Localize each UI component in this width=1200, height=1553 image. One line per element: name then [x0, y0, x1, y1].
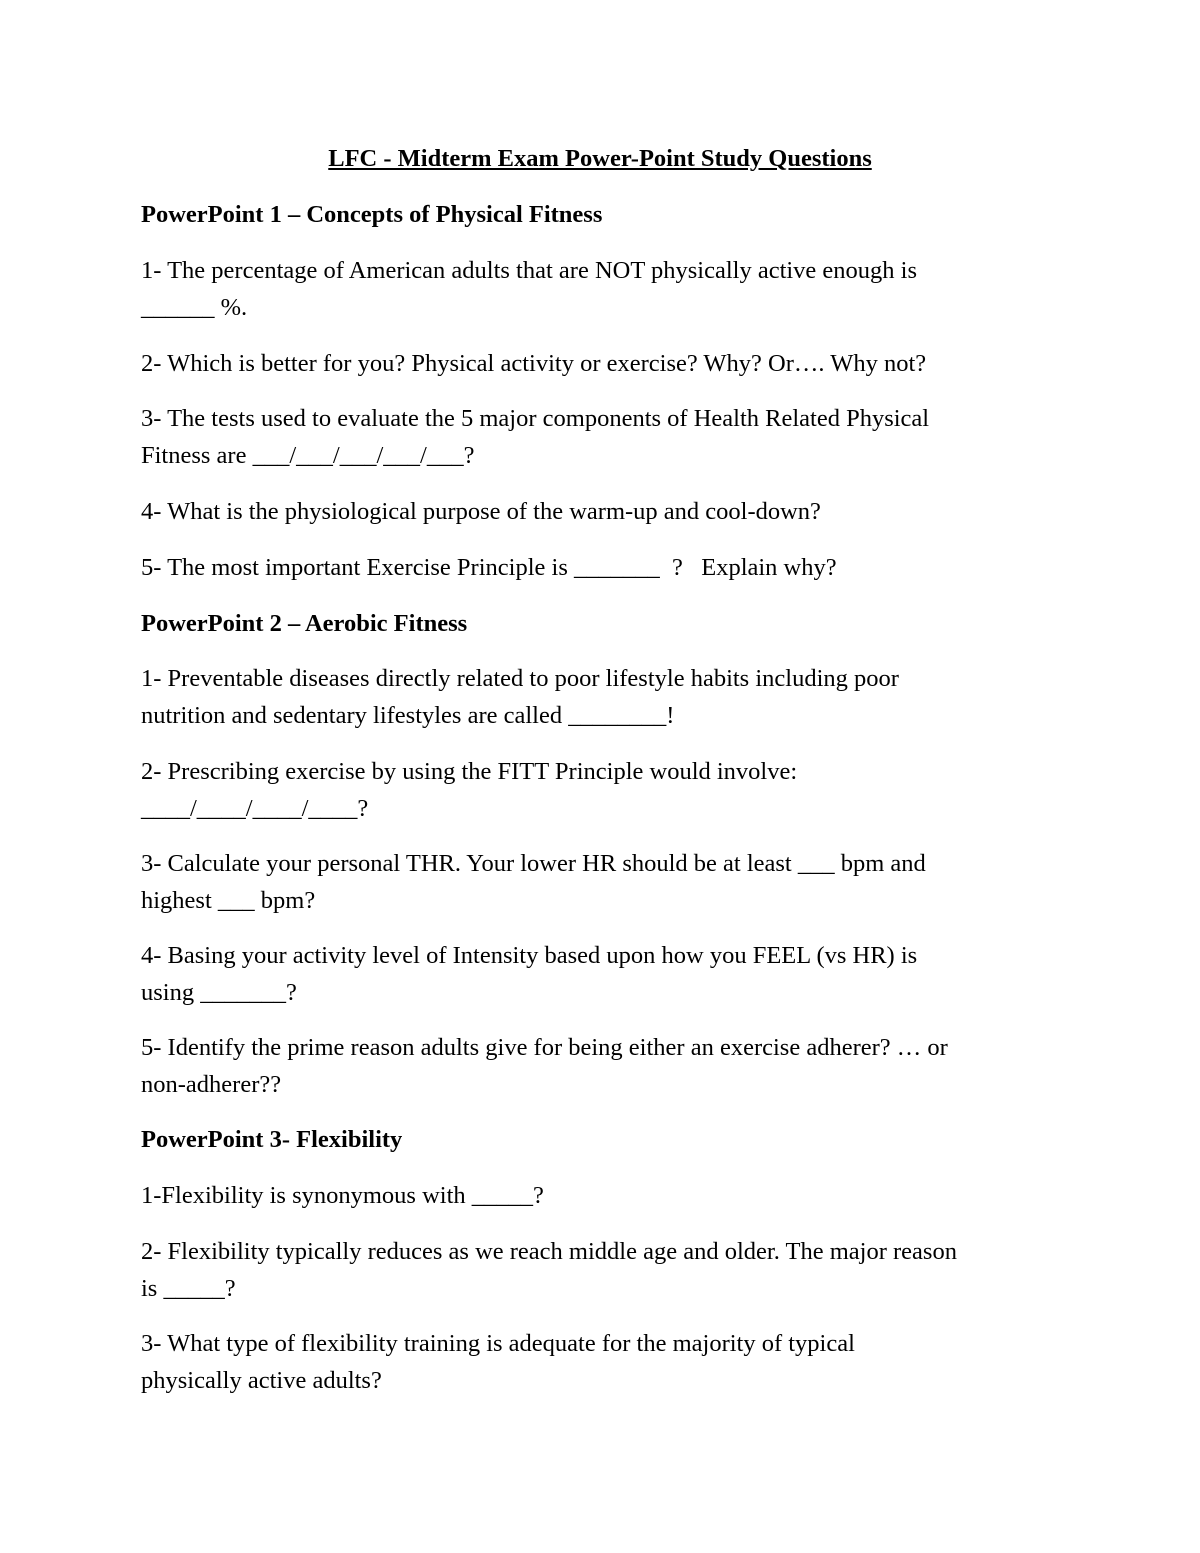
question-line: 2- Flexibility typically reduces as we reach middle age and older. The major reason — [141, 1238, 957, 1265]
question-line: physically active adults? — [141, 1367, 382, 1394]
question-line: ____/____/____/____? — [141, 795, 369, 822]
document-title: LFC - Midterm Exam Power-Point Study Questions — [328, 145, 872, 172]
question-line: 4- Basing your activity level of Intensity based upon how you FEEL (vs HR) is — [141, 942, 918, 969]
question-line: ______ %. — [141, 294, 248, 321]
question-3-3 — [141, 1325, 1071, 1399]
question-line: 1- The percentage of American adults that are NOT physically active enough is — [141, 257, 918, 284]
question-line: 2- Which is better for you? Physical activity or exercise? Why? Or…. Why not? — [141, 350, 927, 377]
question-line: 1-Flexibility is synonymous with _____? — [141, 1182, 544, 1209]
question-line: 3- Calculate your personal THR. Your lower HR should be at least ___ bpm and — [141, 850, 926, 877]
question-line: 5- Identify the prime reason adults give for being either an exercise adherer? … or — [141, 1034, 948, 1061]
question-1-4 — [141, 493, 1071, 530]
question-line: using _______? — [141, 979, 297, 1006]
question-1-3 — [141, 400, 1071, 474]
question-1-1 — [141, 252, 1071, 326]
question-line: 5- The most important Exercise Principle is _______ ? Explain why? — [141, 554, 837, 581]
question-line: 3- The tests used to evaluate the 5 major components of Health Related Physical — [141, 405, 930, 432]
question-line: highest ___ bpm? — [141, 887, 316, 914]
question-line: non-adherer?? — [141, 1071, 282, 1098]
question-line: 2- Prescribing exercise by using the FITT Principle would involve: — [141, 758, 798, 785]
question-3-2 — [141, 1233, 1071, 1307]
question-line: nutrition and sedentary lifestyles are called ________! — [141, 702, 675, 729]
section-heading-powerpoint-3: PowerPoint 3- Flexibility — [141, 1126, 403, 1153]
question-1-2 — [141, 345, 1071, 382]
question-line: 4- What is the physiological purpose of the warm-up and cool-down? — [141, 498, 821, 525]
section-heading-powerpoint-2: PowerPoint 2 – Aerobic Fitness — [141, 610, 468, 637]
question-line: 1- Preventable diseases directly related to poor lifestyle habits including poor — [141, 665, 899, 692]
question-line: Fitness are ___/___/___/___/___? — [141, 442, 475, 469]
question-1-5 — [141, 549, 1071, 586]
question-2-2 — [141, 753, 1071, 827]
question-2-1 — [141, 660, 1071, 734]
question-2-5 — [141, 1029, 1071, 1103]
question-2-4 — [141, 937, 1071, 1011]
question-3-1 — [141, 1177, 1071, 1214]
question-line: is _____? — [141, 1275, 236, 1302]
question-2-3 — [141, 845, 1071, 919]
section-heading-powerpoint-1: PowerPoint 1 – Concepts of Physical Fitness — [141, 201, 603, 228]
question-line: 3- What type of flexibility training is adequate for the majority of typical — [141, 1330, 855, 1357]
